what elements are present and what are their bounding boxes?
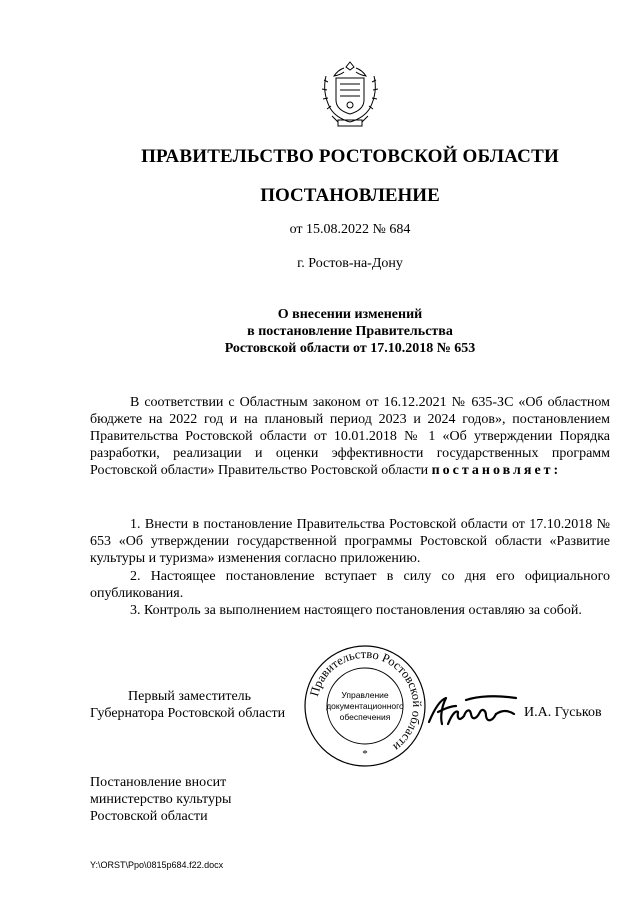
preamble-text: В соответствии с Областным законом от 16.12.2021 № 635-ЗС «Об областном бюджете на 2022 год и на плановый период 2023 и 2024 годов», постановлением Правительства Ростовской области от 10.01.2018 № 1 «Об утверждении Порядка разработки, реализации и оценки эффективности государственных программ Ростовской области» Правительство Ростовской области xyxy=(90,395,610,478)
subject-line: Ростовской области от 17.10.2018 № 653 xyxy=(224,341,476,356)
signatory-name: И.А. Гуськов xyxy=(524,705,602,720)
signatory-title xyxy=(90,688,285,722)
stamp-star: * xyxy=(362,748,368,760)
stamp-center-text: документационного xyxy=(326,701,404,711)
organization-title: ПРАВИТЕЛЬСТВО РОСТОВСКОЙ ОБЛАСТИ xyxy=(141,146,559,167)
file-path: Y:\ORST\Ppo\0815p684.f22.docx xyxy=(90,860,224,870)
item-paragraph: 1. Внести в постановление Правительства Ростовской области от 17.10.2018 № 653 «Об утверждении государственной программы Ростовской области «Развитие культуры и туризма» изменения согласно приложению. xyxy=(90,517,610,566)
submitter-note xyxy=(90,774,231,825)
decree-word: постановляет: xyxy=(431,463,562,478)
handwritten-signature xyxy=(426,692,520,732)
document-type: ПОСТАНОВЛЕНИЕ xyxy=(260,185,440,206)
stamp-center-text: Управление xyxy=(341,690,389,700)
submitter-line: Ростовской области xyxy=(90,809,208,824)
official-stamp xyxy=(302,643,428,769)
document-subject xyxy=(0,306,640,357)
signatory-title-line: Первый заместитель xyxy=(128,689,252,704)
item-paragraph: 2. Настоящее постановление вступает в силу со дня его официального опубликования. xyxy=(90,569,610,601)
subject-line: в постановление Правительства xyxy=(247,324,453,339)
submitter-line: министерство культуры xyxy=(90,792,232,807)
signatory-title-line: Губернатора Ростовской области xyxy=(90,706,286,721)
date-number: от 15.08.2022 № 684 xyxy=(289,222,411,237)
submitter-line: Постановление вносит xyxy=(90,775,227,790)
item-paragraph: 3. Контроль за выполнением настоящего постановления оставляю за собой. xyxy=(130,603,582,618)
preamble-paragraph xyxy=(90,394,610,479)
stamp-center-text: обеспечения xyxy=(339,712,391,722)
coat-of-arms-icon xyxy=(318,58,382,130)
stamp-ring-text: Правительство Ростовской области xyxy=(307,646,425,755)
city: г. Ростов-на-Дону xyxy=(297,256,403,271)
subject-line: О внесении изменений xyxy=(277,307,423,322)
